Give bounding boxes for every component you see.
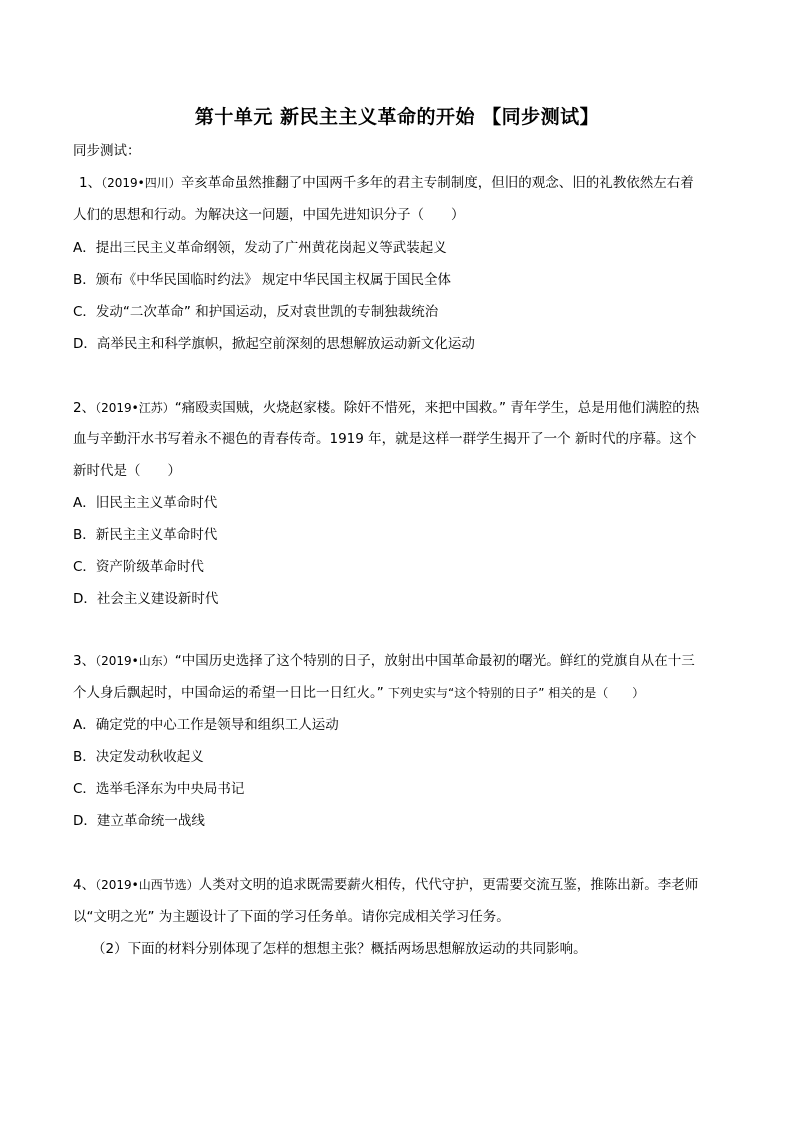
q1-option-c: C．发动“二次革命” 和护国运动，反对袁世凯的专制独裁统治 (73, 304, 439, 320)
q3-stem-text1: “中国历史选择了这个特别的日子，放射出中国革命最初的曙光。鲜红的党旗自从在十三 (174, 653, 695, 669)
q1-source: （2019•四川） (101, 176, 181, 190)
q3-option-d: D．建立革命统一战线 (73, 813, 205, 829)
q2-stem-text1: “痛殴卖国贼，火烧赵家楼。除奸不惜死，来把中国救。” 青年学生，总是用他们满腔的热 (174, 400, 700, 416)
q1-option-b: B．颁布《中华民国临时约法》 规定中华民国主权属于国民全体 (73, 272, 452, 288)
q3-option-a: A．确定党的中心工作是领导和组织工人运动 (73, 717, 339, 733)
q1-stem-line2: 人们的思想和行动。为解决这一问题，中国先进知识分子（ ） (73, 207, 465, 223)
q2-source: （2019•江苏） (95, 401, 175, 415)
q3-stem-text2b: 下列史实与“这个特别的日子” 相关的是（ ） (388, 686, 645, 700)
q1-stem-text1: 辛亥革命虽然推翻了中国两千多年的君主专制制度，但旧的观念、旧的礼教依然左右着 (180, 175, 694, 191)
q4-stem-line1 (73, 875, 698, 895)
q2-stem-line2: 血与辛勤汗水书写着永不褪色的青春传奇。1919 年，就是这样一群学生揭开了一个 新时代的序幕。这个 (73, 431, 697, 447)
q4-stem-text1: 人类对文明的追求既需要薪火相传，代代守护，更需要交流互鉴，推陈出新。李老师 (198, 877, 699, 893)
q4-subquestion: （2）下面的材料分别体现了怎样的想想主张？概括两场思想解放运动的共同影响。 (92, 941, 587, 957)
section-label: 同步测试： (73, 143, 141, 159)
q2-option-a: A．旧民主主义革命时代 (73, 495, 218, 511)
q3-stem-line1 (73, 651, 695, 671)
q2-option-c: C．资产阶级革命时代 (73, 559, 204, 575)
q3-stem-line2 (73, 683, 644, 703)
q1-number: 1、 (79, 175, 102, 191)
q2-option-b: B．新民主主义革命时代 (73, 527, 218, 543)
q3-option-b: B．决定发动秋收起义 (73, 749, 204, 765)
q2-stem-line3: 新时代是（ ） (73, 463, 181, 479)
q3-source: （2019•山东） (95, 654, 175, 668)
q4-source: （2019•山西节选） (95, 878, 199, 892)
q2-option-d: D．社会主义建设新时代 (73, 591, 219, 607)
q2-stem-line1 (73, 398, 699, 418)
q1-option-d: D．高举民主和科学旗帜，掀起空前深刻的思想解放运动新文化运动 (73, 336, 475, 352)
q3-stem-text2a: 个人身后飘起时，中国命运的希望一日比一日红火。” (73, 685, 389, 701)
q1-option-a: A．提出三民主义革命纲领，发动了广州黄花岗起义等武装起义 (73, 240, 447, 256)
q4-stem-line2: 以“文明之光” 为主题设计了下面的学习任务单。请你完成相关学习任务。 (73, 909, 510, 925)
q1-stem-line1 (79, 173, 694, 193)
page-title: 第十单元 新民主主义革命的开始 【同步测试】 (194, 106, 600, 128)
q3-number: 3、 (73, 653, 96, 669)
q2-number: 2、 (73, 400, 96, 416)
q4-number: 4、 (73, 877, 96, 893)
q3-option-c: C．选举毛泽东为中央局书记 (73, 781, 245, 797)
